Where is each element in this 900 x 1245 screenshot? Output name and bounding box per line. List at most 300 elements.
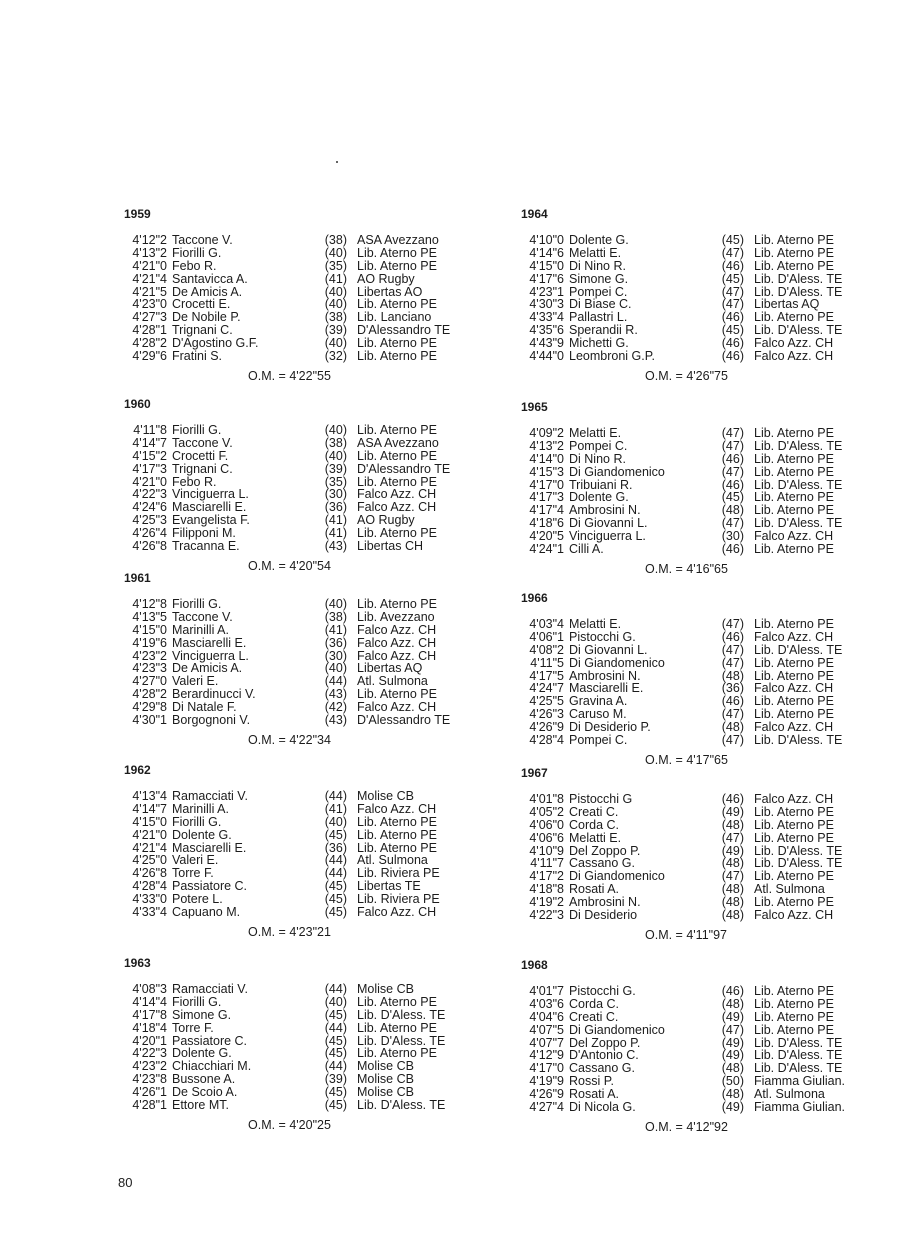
year-block-1963 bbox=[115, 956, 495, 1132]
club-name: Falco Azz. CH bbox=[357, 487, 437, 502]
time-cell: 4'13"2 bbox=[132, 245, 167, 260]
birth-year: (45) bbox=[324, 827, 347, 842]
time-cell: 4'11"8 bbox=[133, 423, 167, 437]
time-cell: 4'33"0 bbox=[132, 892, 167, 907]
club-name: Lib. D'Aless. TE bbox=[357, 1098, 446, 1113]
athlete-name: Melatti E. bbox=[569, 617, 622, 631]
time-cell: 4'28"1 bbox=[132, 323, 167, 338]
club-name: Lib. Aterno PE bbox=[754, 503, 834, 518]
club-name: Lib. Aterno PE bbox=[357, 349, 437, 364]
time-cell: 4'24"1 bbox=[529, 542, 564, 557]
club-name: Lib. D'Aless. TE bbox=[754, 477, 843, 492]
time-cell: 4'17"6 bbox=[529, 271, 564, 286]
birth-year: (36) bbox=[721, 681, 744, 696]
athlete-name: Taccone V. bbox=[172, 233, 233, 247]
year-heading: 1960 bbox=[124, 397, 151, 411]
athlete-name: Ettore MT. bbox=[172, 1098, 229, 1113]
result-row bbox=[115, 906, 495, 919]
time-cell: 4'22"3 bbox=[132, 487, 167, 502]
average-time: O.M. = 4'12"92 bbox=[645, 1119, 728, 1134]
athlete-name: Torre F. bbox=[172, 1020, 214, 1035]
birth-year: (45) bbox=[324, 892, 347, 907]
club-name: Lib. Aterno PE bbox=[357, 814, 437, 829]
result-row bbox=[512, 427, 892, 440]
time-cell: 4'17"3 bbox=[529, 490, 564, 505]
club-name: Lib. Aterno PE bbox=[754, 451, 834, 466]
result-list bbox=[512, 427, 892, 556]
birth-year: (40) bbox=[324, 245, 347, 260]
athlete-name: Dolente G. bbox=[172, 827, 232, 842]
club-name: Fiamma Giulian. bbox=[754, 1074, 845, 1089]
birth-year: (47) bbox=[721, 426, 744, 440]
result-row bbox=[512, 909, 892, 922]
result-row bbox=[512, 234, 892, 247]
time-cell: 4'15"3 bbox=[529, 464, 564, 479]
year-block-1967 bbox=[512, 766, 892, 942]
club-name: D'Alessandro TE bbox=[357, 461, 451, 476]
birth-year: (45) bbox=[324, 905, 347, 920]
club-name: Falco Azz. CH bbox=[357, 801, 437, 816]
year-heading: 1964 bbox=[521, 207, 548, 221]
birth-year: (40) bbox=[324, 448, 347, 463]
year-heading: 1959 bbox=[124, 207, 151, 221]
club-name: Falco Azz. CH bbox=[754, 629, 834, 644]
birth-year: (48) bbox=[721, 895, 744, 910]
year-heading: 1963 bbox=[124, 956, 151, 970]
result-row bbox=[512, 350, 892, 363]
athlete-name: Pistocchi G. bbox=[569, 984, 636, 998]
birth-year: (47) bbox=[721, 438, 744, 453]
year-heading: 1967 bbox=[521, 766, 548, 780]
athlete-name: Vinciguerra L. bbox=[172, 487, 249, 502]
time-cell: 4'15"0 bbox=[132, 814, 167, 829]
time-cell: 4'22"3 bbox=[529, 908, 564, 923]
birth-year: (44) bbox=[324, 982, 347, 996]
birth-year: (40) bbox=[324, 994, 347, 1009]
time-cell: 4'01"8 bbox=[529, 792, 564, 806]
birth-year: (32) bbox=[324, 349, 347, 364]
result-row bbox=[115, 829, 495, 842]
result-row bbox=[115, 273, 495, 286]
time-cell: 4'14"4 bbox=[132, 994, 167, 1009]
result-row bbox=[512, 1024, 892, 1037]
result-row bbox=[115, 234, 495, 247]
athlete-name: Ambrosini N. bbox=[569, 503, 641, 518]
club-name: Lib. Aterno PE bbox=[754, 1022, 834, 1037]
athlete-name: Melatti E. bbox=[569, 245, 622, 260]
birth-year: (46) bbox=[721, 451, 744, 466]
result-list bbox=[115, 598, 495, 727]
time-cell: 4'01"7 bbox=[529, 984, 564, 998]
athlete-name: Rossi P. bbox=[569, 1074, 614, 1089]
time-cell: 4'12"9 bbox=[529, 1048, 564, 1063]
athlete-name: Fiorilli G. bbox=[172, 423, 222, 437]
birth-year: (42) bbox=[324, 700, 347, 715]
birth-year: (45) bbox=[324, 1033, 347, 1048]
result-row bbox=[115, 260, 495, 273]
birth-year: (48) bbox=[721, 503, 744, 518]
birth-year: (40) bbox=[324, 597, 347, 611]
birth-year: (46) bbox=[721, 310, 744, 325]
athlete-name: Dolente G. bbox=[172, 1046, 232, 1061]
birth-year: (40) bbox=[324, 297, 347, 312]
result-row bbox=[512, 806, 892, 819]
athlete-name: Cassano G. bbox=[569, 1061, 636, 1076]
club-name: Lib. D'Aless. TE bbox=[754, 1035, 843, 1050]
birth-year: (47) bbox=[721, 617, 744, 631]
birth-year: (44) bbox=[324, 866, 347, 881]
year-block-1960 bbox=[115, 397, 495, 573]
time-cell: 4'21"5 bbox=[132, 284, 167, 299]
club-name: D'Alessandro TE bbox=[357, 323, 451, 338]
athlete-name: Bussone A. bbox=[172, 1072, 236, 1087]
club-name: Falco Azz. CH bbox=[357, 622, 437, 637]
average-time: O.M. = 4'17"65 bbox=[645, 752, 728, 767]
athlete-name: Pallastri L. bbox=[569, 310, 628, 325]
time-cell: 4'18"8 bbox=[529, 882, 564, 897]
club-name: Falco Azz. CH bbox=[357, 648, 437, 663]
result-list bbox=[115, 983, 495, 1112]
year-heading: 1965 bbox=[521, 400, 548, 414]
athlete-name: Fiorilli G. bbox=[172, 814, 222, 829]
club-name: Lib. D'Aless. TE bbox=[754, 516, 843, 531]
time-cell: 4'12"8 bbox=[132, 597, 167, 611]
athlete-name: Sperandii R. bbox=[569, 323, 638, 338]
time-cell: 4'21"0 bbox=[132, 827, 167, 842]
athlete-name: Fiorilli G. bbox=[172, 994, 222, 1009]
athlete-name: Fiorilli G. bbox=[172, 597, 222, 611]
birth-year: (44) bbox=[324, 1059, 347, 1074]
time-cell: 4'13"5 bbox=[132, 609, 167, 624]
club-name: Lib. Aterno PE bbox=[357, 1046, 437, 1061]
club-name: Lib. Aterno PE bbox=[754, 655, 834, 670]
result-row bbox=[115, 598, 495, 611]
time-cell: 4'05"2 bbox=[529, 804, 564, 819]
birth-year: (46) bbox=[721, 477, 744, 492]
club-name: Lib. D'Aless. TE bbox=[754, 642, 843, 657]
time-cell: 4'14"6 bbox=[529, 245, 564, 260]
result-row bbox=[512, 998, 892, 1011]
birth-year: (48) bbox=[721, 996, 744, 1011]
result-row bbox=[115, 1022, 495, 1035]
time-cell: 4'17"3 bbox=[132, 461, 167, 476]
time-cell: 4'26"8 bbox=[132, 539, 167, 554]
result-row bbox=[512, 273, 892, 286]
year-heading: 1961 bbox=[124, 571, 151, 585]
athlete-name: Gravina A. bbox=[569, 694, 628, 709]
time-cell: 4'26"3 bbox=[529, 707, 564, 722]
athlete-name: Simone G. bbox=[569, 271, 629, 286]
athlete-name: Ramacciati V. bbox=[172, 789, 248, 803]
athlete-name: Rosati A. bbox=[569, 882, 620, 897]
average-time: O.M. = 4'20"54 bbox=[248, 558, 331, 573]
birth-year: (46) bbox=[721, 336, 744, 351]
athlete-name: Ambrosini N. bbox=[569, 895, 641, 910]
athlete-name: Di Giandomenico bbox=[569, 1022, 665, 1037]
athlete-name: Tracanna E. bbox=[172, 539, 240, 554]
result-row bbox=[115, 816, 495, 829]
time-cell: 4'17"0 bbox=[529, 477, 564, 492]
birth-year: (44) bbox=[324, 674, 347, 689]
birth-year: (36) bbox=[324, 840, 347, 855]
time-cell: 4'29"8 bbox=[132, 700, 167, 715]
result-row bbox=[115, 1009, 495, 1022]
athlete-name: Torre F. bbox=[172, 866, 214, 881]
club-name: Falco Azz. CH bbox=[754, 336, 834, 351]
average-time: O.M. = 4'22"55 bbox=[248, 368, 331, 383]
birth-year: (44) bbox=[324, 1020, 347, 1035]
year-heading: 1968 bbox=[521, 958, 548, 972]
time-cell: 4'26"8 bbox=[132, 866, 167, 881]
time-cell: 4'17"0 bbox=[529, 1061, 564, 1076]
time-cell: 4'14"0 bbox=[529, 451, 564, 466]
time-cell: 4'28"1 bbox=[132, 1098, 167, 1113]
birth-year: (41) bbox=[324, 526, 347, 541]
athlete-name: Marinilli A. bbox=[172, 801, 229, 816]
birth-year: (48) bbox=[721, 856, 744, 871]
birth-year: (38) bbox=[324, 233, 347, 247]
average-time: O.M. = 4'23"21 bbox=[248, 924, 331, 939]
average-time: O.M. = 4'22"34 bbox=[248, 732, 331, 747]
time-cell: 4'23"0 bbox=[132, 297, 167, 312]
time-cell: 4'28"2 bbox=[132, 687, 167, 702]
athlete-name: Taccone V. bbox=[172, 609, 233, 624]
athlete-name: Dolente G. bbox=[569, 490, 629, 505]
athlete-name: Del Zoppo P. bbox=[569, 843, 641, 858]
club-name: Lib. Aterno PE bbox=[754, 817, 834, 832]
time-cell: 4'44"0 bbox=[529, 349, 564, 364]
club-name: Falco Azz. CH bbox=[754, 349, 834, 364]
athlete-name: Cassano G. bbox=[569, 856, 636, 871]
athlete-name: Dolente G. bbox=[569, 233, 629, 247]
club-name: Lib. D'Aless. TE bbox=[754, 1061, 843, 1076]
result-row bbox=[512, 466, 892, 479]
club-name: Lib. Aterno PE bbox=[357, 423, 437, 437]
year-heading: 1966 bbox=[521, 591, 548, 605]
athlete-name: Caruso M. bbox=[569, 707, 627, 722]
club-name: Falco Azz. CH bbox=[754, 529, 834, 544]
athlete-name: De Nobile P. bbox=[172, 310, 241, 325]
result-row bbox=[115, 424, 495, 437]
birth-year: (40) bbox=[324, 336, 347, 351]
athlete-name: Masciarelli E. bbox=[172, 840, 247, 855]
athlete-name: Trignani C. bbox=[172, 323, 233, 338]
birth-year: (43) bbox=[324, 539, 347, 554]
athlete-name: Filipponi M. bbox=[172, 526, 236, 541]
result-row bbox=[512, 260, 892, 273]
time-cell: 4'12"2 bbox=[132, 233, 167, 247]
result-list bbox=[512, 985, 892, 1114]
club-name: Lib. Aterno PE bbox=[357, 994, 437, 1009]
club-name: Lib. Aterno PE bbox=[754, 245, 834, 260]
athlete-name: Di Giandomenico bbox=[569, 869, 665, 884]
result-row bbox=[115, 350, 495, 363]
speck-mark bbox=[336, 161, 338, 163]
athlete-name: Di Giovanni L. bbox=[569, 642, 648, 657]
time-cell: 4'18"6 bbox=[529, 516, 564, 531]
result-row bbox=[115, 1099, 495, 1112]
time-cell: 4'07"7 bbox=[529, 1035, 564, 1050]
birth-year: (48) bbox=[721, 882, 744, 897]
result-row bbox=[115, 790, 495, 803]
club-name: Libertas CH bbox=[357, 539, 423, 554]
club-name: Lib. D'Aless. TE bbox=[754, 323, 843, 338]
athlete-name: Creati C. bbox=[569, 804, 619, 819]
time-cell: 4'22"3 bbox=[132, 1046, 167, 1061]
athlete-name: Leombroni G.P. bbox=[569, 349, 655, 364]
club-name: D'Alessandro TE bbox=[357, 713, 451, 728]
birth-year: (48) bbox=[721, 668, 744, 683]
athlete-name: Pompei C. bbox=[569, 284, 628, 299]
time-cell: 4'04"6 bbox=[529, 1009, 564, 1024]
time-cell: 4'23"1 bbox=[529, 284, 564, 299]
birth-year: (47) bbox=[721, 464, 744, 479]
birth-year: (38) bbox=[324, 310, 347, 325]
club-name: Lib. D'Aless. TE bbox=[754, 271, 843, 286]
athlete-name: Potere L. bbox=[172, 892, 223, 907]
time-cell: 4'28"4 bbox=[132, 879, 167, 894]
time-cell: 4'26"4 bbox=[132, 526, 167, 541]
club-name: Lib. Aterno PE bbox=[754, 694, 834, 709]
average-time: O.M. = 4'26"75 bbox=[645, 368, 728, 383]
time-cell: 4'19"2 bbox=[529, 895, 564, 910]
birth-year: (43) bbox=[324, 713, 347, 728]
club-name: Atl. Sulmona bbox=[754, 882, 825, 897]
club-name: Lib. Aterno PE bbox=[754, 617, 834, 631]
birth-year: (47) bbox=[721, 516, 744, 531]
club-name: Lib. Aterno PE bbox=[754, 804, 834, 819]
birth-year: (46) bbox=[721, 542, 744, 557]
club-name: Lib. Aterno PE bbox=[357, 474, 437, 489]
athlete-name: Chiacchiari M. bbox=[172, 1059, 252, 1074]
athlete-name: Ambrosini N. bbox=[569, 668, 641, 683]
club-name: Falco Azz. CH bbox=[357, 700, 437, 715]
athlete-name: Corda C. bbox=[569, 996, 620, 1011]
club-name: Molise CB bbox=[357, 789, 414, 803]
birth-year: (41) bbox=[324, 271, 347, 286]
time-cell: 4'17"8 bbox=[132, 1007, 167, 1022]
page-number: 80 bbox=[118, 1175, 133, 1190]
club-name: Lib. D'Aless. TE bbox=[754, 284, 843, 299]
time-cell: 4'27"4 bbox=[529, 1100, 564, 1115]
athlete-name: Simone G. bbox=[172, 1007, 232, 1022]
time-cell: 4'28"2 bbox=[132, 336, 167, 351]
time-cell: 4'20"5 bbox=[529, 529, 564, 544]
birth-year: (35) bbox=[324, 474, 347, 489]
club-name: Lib. Riviera PE bbox=[357, 866, 440, 881]
club-name: Molise CB bbox=[357, 1059, 414, 1074]
club-name: Lib. D'Aless. TE bbox=[754, 1048, 843, 1063]
time-cell: 4'21"4 bbox=[132, 840, 167, 855]
athlete-name: Pistocchi G bbox=[569, 792, 633, 806]
birth-year: (43) bbox=[324, 687, 347, 702]
time-cell: 4'20"1 bbox=[132, 1033, 167, 1048]
athlete-name: Del Zoppo P. bbox=[569, 1035, 641, 1050]
club-name: Lib. Aterno PE bbox=[754, 233, 834, 247]
result-list bbox=[512, 793, 892, 922]
club-name: Lib. Aterno PE bbox=[754, 258, 834, 273]
year-block-1965 bbox=[512, 400, 892, 576]
birth-year: (47) bbox=[721, 655, 744, 670]
time-cell: 4'27"0 bbox=[132, 674, 167, 689]
club-name: Lib. Aterno PE bbox=[754, 1009, 834, 1024]
club-name: Lib. D'Aless. TE bbox=[754, 843, 843, 858]
time-cell: 4'06"0 bbox=[529, 817, 564, 832]
club-name: Lib. Aterno PE bbox=[357, 258, 437, 273]
club-name: Lib. Aterno PE bbox=[357, 526, 437, 541]
time-cell: 4'33"4 bbox=[529, 310, 564, 325]
birth-year: (46) bbox=[721, 792, 744, 806]
athlete-name: Di Natale F. bbox=[172, 700, 237, 715]
birth-year: (49) bbox=[721, 1035, 744, 1050]
athlete-name: Pistocchi G. bbox=[569, 629, 636, 644]
club-name: Falco Azz. CH bbox=[754, 720, 834, 735]
club-name: ASA Avezzano bbox=[357, 435, 439, 450]
athlete-name: Di Nino R. bbox=[569, 451, 626, 466]
club-name: Lib. Aterno PE bbox=[754, 464, 834, 479]
birth-year: (40) bbox=[324, 661, 347, 676]
time-cell: 4'06"1 bbox=[529, 629, 564, 644]
club-name: Lib. Riviera PE bbox=[357, 892, 440, 907]
athlete-name: Marinilli A. bbox=[172, 622, 229, 637]
club-name: Falco Azz. CH bbox=[754, 681, 834, 696]
athlete-name: Di Giandomenico bbox=[569, 655, 665, 670]
result-list bbox=[115, 234, 495, 363]
athlete-name: Pompei C. bbox=[569, 733, 628, 748]
birth-year: (47) bbox=[721, 642, 744, 657]
athlete-name: Evangelista F. bbox=[172, 513, 250, 528]
time-cell: 4'08"2 bbox=[529, 642, 564, 657]
year-block-1966 bbox=[512, 591, 892, 767]
time-cell: 4'26"9 bbox=[529, 1087, 564, 1102]
club-name: Lib. Aterno PE bbox=[754, 869, 834, 884]
club-name: Lib. D'Aless. TE bbox=[357, 1007, 446, 1022]
birth-year: (40) bbox=[324, 423, 347, 437]
time-cell: 4'43"9 bbox=[529, 336, 564, 351]
birth-year: (47) bbox=[721, 733, 744, 748]
result-row bbox=[512, 832, 892, 845]
club-name: Lib. Aterno PE bbox=[754, 542, 834, 557]
birth-year: (47) bbox=[721, 297, 744, 312]
birth-year: (41) bbox=[324, 622, 347, 637]
result-row bbox=[115, 624, 495, 637]
club-name: Lib. Aterno PE bbox=[357, 245, 437, 260]
time-cell: 4'06"6 bbox=[529, 830, 564, 845]
club-name: Lib. Aterno PE bbox=[357, 840, 437, 855]
average-time: O.M. = 4'11"97 bbox=[645, 927, 727, 942]
club-name: ASA Avezzano bbox=[357, 233, 439, 247]
athlete-name: Vinciguerra L. bbox=[172, 648, 249, 663]
club-name: Libertas TE bbox=[357, 879, 421, 894]
birth-year: (48) bbox=[721, 720, 744, 735]
club-name: Lib. Avezzano bbox=[357, 609, 435, 624]
club-name: Lib. D'Aless. TE bbox=[754, 856, 843, 871]
athlete-name: Passiatore C. bbox=[172, 1033, 248, 1048]
club-name: Atl. Sulmona bbox=[754, 1087, 825, 1102]
time-cell: 4'30"3 bbox=[529, 297, 564, 312]
time-cell: 4'11"7 bbox=[530, 856, 564, 871]
birth-year: (38) bbox=[324, 609, 347, 624]
birth-year: (30) bbox=[721, 529, 744, 544]
club-name: Falco Azz. CH bbox=[357, 635, 437, 650]
result-row bbox=[512, 734, 892, 747]
time-cell: 4'15"0 bbox=[132, 622, 167, 637]
athlete-name: Borgognoni V. bbox=[172, 713, 251, 728]
time-cell: 4'14"7 bbox=[132, 435, 167, 450]
result-row bbox=[115, 450, 495, 463]
club-name: Lib. Aterno PE bbox=[357, 297, 437, 312]
club-name: Lib. Aterno PE bbox=[754, 310, 834, 325]
